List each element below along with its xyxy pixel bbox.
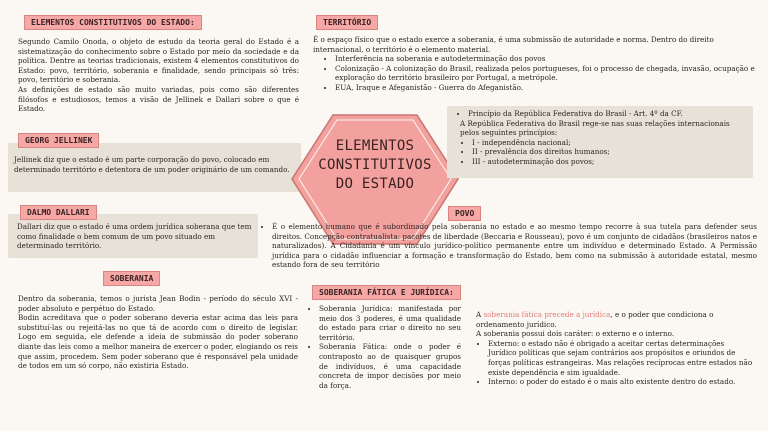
povo-paragraph: • É o elemento humano que é subordinado pela soberania no estado e ao mesmo tempo recorre à sua tutela para defender seus direitos. Concepção contratualista: pacotes de liberdade (Beccaria e Rousseau), povo é um conjunto de cidadãos (brasileiros natos e naturalizados). A Cidadania é um vínculo jurídico-político permanente entre um indivíduo e determinado Estado. A Permissão jurídica para o cidadão influenciar a formação e transformação do Estado, bem como na submissão à autoridade estatal, mesmo estando fora de seu território [272, 222, 757, 270]
territorio-intro: É o espaço físico que o estado exerce a soberania, é uma submissão de autoridade e norma. Dentro do direito internacional, o território é o elemento material. [313, 35, 714, 54]
elementos-paragraph: Segundo Camilo Onoda, o objeto de estudo da teoria geral do Estado é a sistematização do conhecimento sobre o Estado por meio da sociedade e da política. Dentre as teorias tradicionais, existem 4 elementos constitutivos do Estado: povo, território, soberania e finalidade, sendo principais só três: povo, território e soberania. [18, 37, 299, 85]
fatica-right-intro [476, 310, 754, 329]
principio-item: • I - independência nacional; [472, 138, 750, 148]
principio-intro: A República Federativa do Brasil rege-se nas suas relações internacionais pelos seguintes princípios: [460, 118, 730, 138]
dallari-body: Dallari diz que o estado é uma ordem jurídica soberana que tem como finalidade o bem comum de um povo situado em determinado território. [17, 222, 252, 251]
fatica-right-line2: A soberania possui dois caráter: o externo e o interno. [476, 329, 675, 339]
principio-list [460, 138, 750, 167]
elementos-body [18, 37, 299, 114]
principio-item: • III - autodeterminação dos povos; [472, 157, 750, 167]
principio-item: • II - prevalência dos direitos humanos; [472, 147, 750, 157]
fatica-right-item: • Interno: o poder do estado é o mais alto existente dentro do estado. [488, 377, 754, 387]
fatica-right-item: • Externo: o estado não é obrigado a aceitar certas determinações Jurídico políticas que sejam contrários aos propósitos e oriundos de forças políticas estrangeiras. Mas relações recíprocas entre estados não existe dependência e sim igualdade. [488, 339, 754, 377]
center-title-line-2: CONSTITUTIVOS [318, 157, 432, 173]
fatica-right-body [476, 310, 754, 387]
povo-list [262, 222, 757, 270]
principio-body [460, 109, 750, 167]
fatica-right-pre: A [476, 310, 484, 319]
territorio-body [313, 35, 755, 93]
povo-body [262, 222, 757, 270]
soberania-header: SOBERANIA [103, 271, 160, 286]
elementos-paragraph-2: As definições de estado são muito variadas, pois como são diferentes filósofos e estudiosos, temos a visão de Jellinek e Dallari sobre o que é Estado. [18, 84, 299, 114]
principio-title: • Princípio da República Federativa do Brasil - Art. 4º da CF. [468, 109, 750, 119]
center-title-line-3: DO ESTADO [335, 176, 415, 192]
jellinek-header: GEORG JELLINEK [18, 133, 99, 148]
jellinek-body: Jellinek diz que o estado é um parte corporação do povo, colocado em determinado território e detentora de um poder originário de um comando. [14, 155, 290, 174]
soberania-paragraph-2: Bodin acreditava que o poder soberano deveria estar acima das leis para substituí-las ou rejeitá-las no que tá de acordo com o direito de legislar. Logo em seguida, ele defende a ideia de submissão do poder soberano diante das leis como a melhor maneira de exercer o poder, elogiando os reis que assim, procedem. Sem poder soberano que é responsável pela unidade de todos em um só corpo, não existiria Estado. [18, 313, 298, 371]
povo-header: POVO [448, 206, 481, 221]
territorio-bullet: • Interferência na soberania e autodeterminação dos povos [335, 54, 755, 64]
dallari-header: DALMO DALLARI [20, 205, 97, 220]
fatica-list [307, 304, 461, 390]
fatica-right-post: , e o poder que condiciona o ordenamento jurídico. [476, 310, 714, 329]
center-title-line-1: ELEMENTOS [335, 138, 415, 154]
fatica-body [307, 304, 461, 390]
fatica-item: • Soberania Fática: onde o poder é contraposto ao de quaisquer grupos de indivíduos, é uma capacidade concreta de impor decisões por meio da força. [319, 342, 461, 390]
principio-title-list [460, 109, 750, 119]
soberania-body [18, 294, 298, 371]
fatica-right-list [476, 339, 754, 387]
territorio-list [313, 54, 755, 92]
fatica-right-highlight: soberania fática precede a jurídica [483, 310, 611, 319]
fatica-item: • Soberania Jurídica: manifestada por meio dos 3 poderes, é uma qualidade do estado para criar o direito no seu território. [319, 304, 461, 342]
center-title [290, 137, 460, 194]
soberania-paragraph-1: Dentro da soberania, temos o jurista Jean Bodin - período do século XVI - poder absoluto e perpétuo do Estado. [18, 294, 298, 313]
elementos-header: ELEMENTOS CONSTITUTIVOS DO ESTADO: [24, 15, 202, 30]
territorio-bullet: • EUA, Iraque e Afeganistão - Guerra do Afeganistão. [335, 83, 755, 93]
fatica-header: SOBERANIA FÁTICA E JURÍDICA: [312, 285, 461, 300]
territorio-bullet: • Colonização - A colonização do Brasil, realizada pelos portugueses, foi o processo de chegada, invasão, ocupação e exploração do território brasileiro por Portugal, a metrópole. [335, 64, 755, 83]
territorio-header: TERRITÓRIO [316, 15, 378, 30]
